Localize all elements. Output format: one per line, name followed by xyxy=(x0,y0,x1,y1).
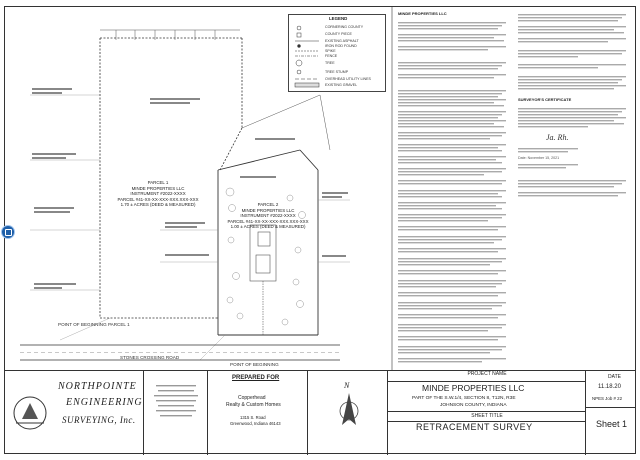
parcel-2-instrument: INSTRUMENT #2022-XXXX xyxy=(240,213,296,219)
parcel-1-name: PARCEL 1 xyxy=(147,180,169,185)
sheet-title: RETRACEMENT SURVEY xyxy=(416,422,533,432)
point-beginning-parcel1-label: POINT OF BEGINNING PARCEL 1 xyxy=(58,322,130,327)
north-arrow-cell xyxy=(308,371,388,455)
certificate-date: Date: November 15, 2021 xyxy=(518,156,560,160)
parcel-1-instrument: INSTRUMENT #2022-XXXX xyxy=(130,191,186,197)
north-arrow-icon xyxy=(334,391,364,431)
company-line-2: ENGINEERING xyxy=(66,397,143,408)
project-desc-1: PART OF THE S.W.1/4, SECTION 8, T12N, R3E xyxy=(412,396,516,401)
company-line-3: SURVEYING, Inc. xyxy=(62,415,136,425)
date-label: DATE xyxy=(608,374,621,380)
date-cell xyxy=(586,371,636,455)
legend-item: TREE STUMP xyxy=(325,70,349,74)
prepared-for-name-2: Realty & Custom Homes xyxy=(226,402,281,408)
company-line-1: NORTHPOINTE xyxy=(58,381,137,392)
date-value: 11.18.20 xyxy=(598,384,621,390)
company-logo-icon xyxy=(10,393,50,433)
legend-item: FENCE xyxy=(325,54,338,58)
map-marker-button[interactable] xyxy=(1,225,15,239)
point-beginning-label: POINT OF BEGINNING xyxy=(230,362,279,367)
legend-item: IRON ROD FOUND xyxy=(325,44,357,48)
project-name-label: PROJECT NAME xyxy=(388,371,586,382)
prepared-for-address: 1315 S. Road xyxy=(240,415,266,420)
contact-text-lines xyxy=(144,385,208,445)
parcel-2-area: 1.00 ± ACRES (DEED & MEASURED) xyxy=(230,224,306,230)
legend-title: LEGEND xyxy=(329,16,348,21)
road-label: STONES CROSSING ROAD xyxy=(120,355,180,360)
project-name: MINDE PROPERTIES LLC xyxy=(422,383,525,393)
contact-cell xyxy=(144,371,208,455)
prepared-for-cell xyxy=(208,371,308,455)
legend-item: EXISTING GRAVEL xyxy=(325,83,358,87)
company-cell xyxy=(4,371,144,455)
sheet-number: Sheet 1 xyxy=(596,419,628,429)
prepared-for-name-1: Copperhead xyxy=(238,395,266,401)
legend-item: SPIKE xyxy=(325,49,336,53)
legend-item: CORNERING COUNTY xyxy=(325,25,364,29)
parcel-1-area: 1.70 ± ACRES (DEED & MEASURED) xyxy=(120,202,196,208)
notes-column-3 xyxy=(518,98,628,103)
legend-item: OVERHEAD UTILITY LINES xyxy=(325,77,371,81)
north-letter: N xyxy=(344,381,350,390)
project-cell xyxy=(388,371,586,455)
prepared-for-city: Greenwood, Indiana 46143 xyxy=(230,421,281,426)
job-number: NPES Job # 22 xyxy=(592,396,623,401)
title-block xyxy=(4,370,636,455)
legend-item: EXISTING ASPHALT xyxy=(325,39,359,43)
date-divider xyxy=(586,407,636,408)
legend-item: TREE xyxy=(325,61,335,65)
parcel-2-number: PARCEL #41-XX-XX-XXX-XXX.XXX-XXX xyxy=(227,218,309,224)
parcel-2-name: PARCEL 2 xyxy=(257,202,279,207)
sheet-title-label: SHEET TITLE xyxy=(388,411,586,422)
notes-col1-heading: MINDE PROPERTIES LLC xyxy=(398,11,447,16)
surveyor-signature: Ja. Rh. xyxy=(546,133,569,142)
project-desc-2: JOHNSON COUNTY, INDIANA xyxy=(440,403,507,408)
parcel-2-owner: MINDE PROPERTIES LLC xyxy=(241,207,295,213)
legend-item: COUNTY PIECE xyxy=(325,32,352,36)
parcel-1-owner: MINDE PROPERTIES LLC xyxy=(131,185,185,191)
surveyor-certificate-heading: SURVEYOR'S CERTIFICATE xyxy=(518,97,572,102)
square-icon xyxy=(5,229,12,236)
parcel-1-number: PARCEL #41-XX-XX-XXX-XXX.XXX-XXX xyxy=(117,196,199,202)
prepared-for-label: PREPARED FOR xyxy=(232,375,280,381)
